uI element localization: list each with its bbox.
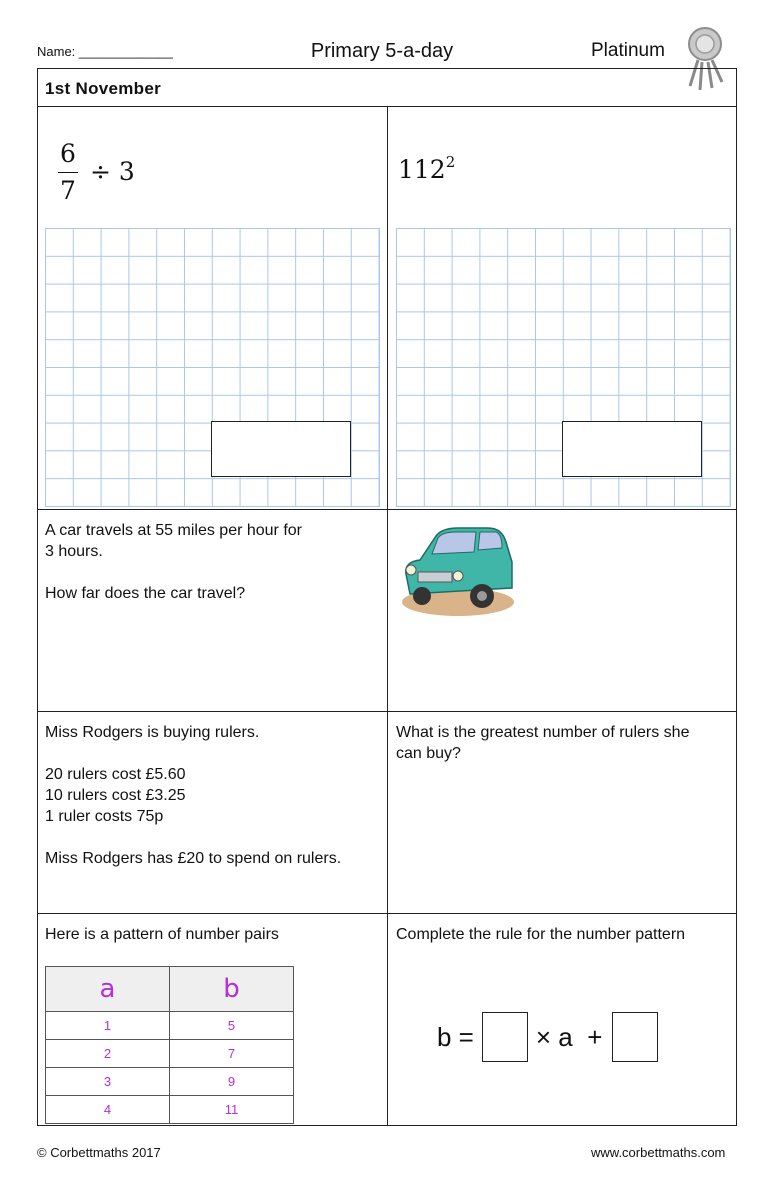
number-pairs-table xyxy=(45,966,294,1124)
difficulty-level: Platinum xyxy=(591,40,665,61)
multiplier-blank[interactable] xyxy=(482,1012,528,1062)
rule-middle: × a + xyxy=(535,1021,603,1052)
table-row: 4 11 xyxy=(46,1096,294,1124)
pattern-intro: Here is a pattern of number pairs xyxy=(45,926,279,943)
copyright: © Corbettmaths 2017 xyxy=(37,1145,161,1160)
worksheet-date: 1st November xyxy=(45,79,162,98)
power-base: 112 xyxy=(398,155,446,184)
column-header-b: b xyxy=(170,967,294,1012)
answer-box[interactable] xyxy=(562,421,702,477)
table-row: 2 7 xyxy=(46,1040,294,1068)
power-expression xyxy=(398,155,455,184)
numerator: 6 xyxy=(60,139,76,168)
power-exponent: 2 xyxy=(445,153,456,171)
rulers-info: Miss Rodgers is buying rulers. 20 rulers cost £5.60 10 rulers cost £3.25 1 ruler costs 75p Miss Rodgers has £20 to spend on rulers. xyxy=(45,724,342,867)
column-divider xyxy=(387,106,388,1126)
column-header-a: a xyxy=(46,967,170,1012)
table-row: 1 5 xyxy=(46,1012,294,1040)
constant-blank[interactable] xyxy=(612,1012,658,1062)
fraction-bar xyxy=(58,172,78,173)
rulers-question: What is the greatest number of rulers she can buy? xyxy=(396,724,690,762)
denominator: 7 xyxy=(60,176,76,205)
table-row: 3 9 xyxy=(46,1068,294,1096)
answer-box[interactable] xyxy=(211,421,351,477)
car-question: A car travels at 55 miles per hour for 3 hours. How far does the car travel? xyxy=(45,522,302,602)
rule-question: Complete the rule for the number pattern xyxy=(396,926,686,943)
rule-equation xyxy=(437,1012,658,1062)
worksheet-title: Primary 5-a-day xyxy=(310,40,454,62)
website-link[interactable]: www.corbettmaths.com xyxy=(591,1145,726,1160)
name-field-label: Name: _____________ xyxy=(37,44,173,59)
division-operation: ÷ 3 xyxy=(90,157,135,186)
rule-lhs: b = xyxy=(437,1021,474,1052)
car-image xyxy=(398,522,514,618)
fraction xyxy=(58,138,78,207)
